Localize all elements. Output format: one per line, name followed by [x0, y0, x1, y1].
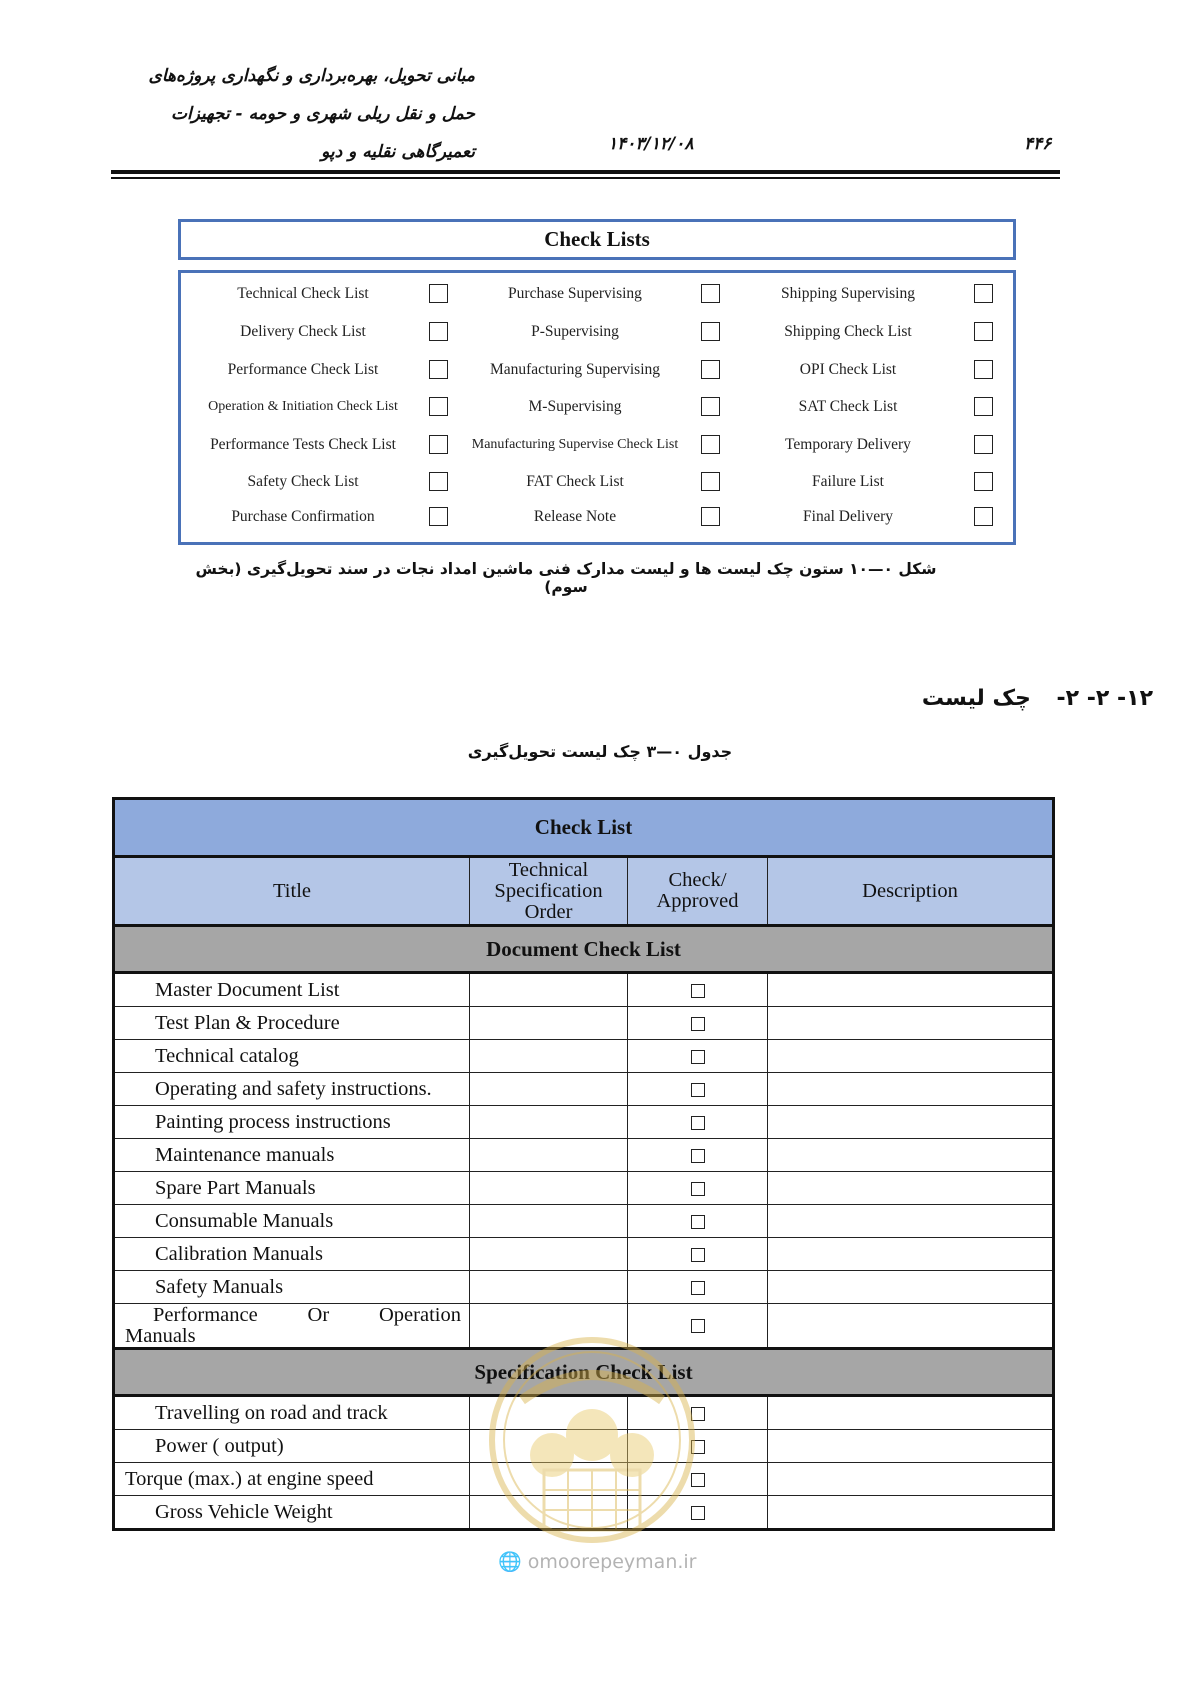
header-title-line-2: حمل و نقل ریلی شهری و حومه - تجهیزات — [170, 104, 475, 124]
checkbox[interactable] — [691, 1116, 705, 1130]
technical-spec-cell[interactable] — [470, 973, 628, 1007]
row-title: Master Document List — [114, 973, 470, 1007]
figure-checklist-item — [730, 281, 1000, 311]
figure-checklist-item — [457, 432, 727, 462]
check-approved-cell — [628, 1496, 768, 1530]
table-row — [114, 1073, 1054, 1106]
checkbox[interactable] — [429, 435, 448, 454]
section-row — [114, 1349, 1054, 1396]
check-approved-cell — [628, 1463, 768, 1496]
technical-spec-cell[interactable] — [470, 1172, 628, 1205]
section-heading — [922, 686, 1153, 711]
technical-spec-cell[interactable] — [470, 1271, 628, 1304]
section-title: Specification Check List — [114, 1349, 1054, 1396]
figure-checklist-item — [185, 432, 455, 462]
description-cell[interactable] — [768, 1073, 1054, 1106]
row-title — [114, 1304, 470, 1349]
description-cell[interactable] — [768, 1106, 1054, 1139]
description-cell[interactable] — [768, 1304, 1054, 1349]
checkbox[interactable] — [429, 472, 448, 491]
row-title: Torque (max.) at engine speed — [114, 1463, 470, 1496]
checkbox[interactable] — [701, 472, 720, 491]
figure-checklist-label: FAT Check List — [526, 473, 624, 490]
row-title: Spare Part Manuals — [114, 1172, 470, 1205]
table-row — [114, 1496, 1054, 1530]
row-title: Painting process instructions — [114, 1106, 470, 1139]
checkbox[interactable] — [429, 322, 448, 341]
figure-checklist-label: Manufacturing Supervise Check List — [471, 437, 679, 452]
check-approved-cell — [628, 973, 768, 1007]
figure-checklist-label: SAT Check List — [798, 398, 898, 415]
check-approved-cell — [628, 1073, 768, 1106]
figure-checklist-label: Performance Check List — [227, 361, 379, 378]
figure-checklist-item — [185, 319, 455, 349]
checkbox[interactable] — [691, 1149, 705, 1163]
check-approved-cell — [628, 1396, 768, 1430]
checkbox[interactable] — [701, 507, 720, 526]
technical-spec-cell[interactable] — [470, 1304, 628, 1349]
row-title: Consumable Manuals — [114, 1205, 470, 1238]
checkbox[interactable] — [691, 1215, 705, 1229]
section-title: چک لیست — [921, 686, 1031, 711]
description-cell[interactable] — [768, 1205, 1054, 1238]
checkbox[interactable] — [974, 507, 993, 526]
check-approved-cell — [628, 1430, 768, 1463]
checkbox[interactable] — [691, 1182, 705, 1196]
checkbox[interactable] — [701, 322, 720, 341]
checkbox[interactable] — [691, 1473, 705, 1487]
checkbox[interactable] — [701, 284, 720, 303]
checkbox[interactable] — [974, 322, 993, 341]
description-cell[interactable] — [768, 1172, 1054, 1205]
figure-checklist-label: Manufacturing Supervising — [489, 361, 661, 378]
checklist-table — [112, 797, 1055, 1531]
technical-spec-cell[interactable] — [470, 1007, 628, 1040]
checkbox[interactable] — [429, 507, 448, 526]
figure-checklist-label: Temporary Delivery — [785, 436, 911, 453]
row-title: Calibration Manuals — [114, 1238, 470, 1271]
header-title-line-3: تعمیرگاهی نقلیه و دپو — [321, 142, 475, 162]
column-header-description: Description — [768, 857, 1054, 926]
description-cell[interactable] — [768, 1396, 1054, 1430]
table-row — [114, 1463, 1054, 1496]
watermark-url-text: omoorepeyman.ir — [527, 1551, 697, 1573]
figure-checklist-item — [457, 357, 727, 387]
table-row — [114, 1106, 1054, 1139]
figure-checklist-label: Delivery Check List — [240, 323, 366, 340]
header-date: ۱۴۰۳/۱۲/۰۸ — [608, 134, 694, 154]
row-title: Maintenance manuals — [114, 1139, 470, 1172]
section-row — [114, 926, 1054, 973]
checkbox[interactable] — [701, 397, 720, 416]
checkbox[interactable] — [691, 1281, 705, 1295]
header-rule-thin — [111, 177, 1060, 179]
checkbox[interactable] — [974, 397, 993, 416]
checkbox[interactable] — [429, 360, 448, 379]
header-line: Approved — [656, 890, 739, 912]
figure-checklist-item — [185, 394, 455, 424]
technical-spec-cell[interactable] — [470, 1106, 628, 1139]
technical-spec-cell[interactable] — [470, 1040, 628, 1073]
technical-spec-cell[interactable] — [470, 1396, 628, 1430]
checkbox[interactable] — [691, 1050, 705, 1064]
figure-checklist-item — [185, 357, 455, 387]
figure-checklist-label: OPI Check List — [799, 361, 897, 378]
description-cell[interactable] — [768, 1271, 1054, 1304]
row-title: Safety Manuals — [114, 1271, 470, 1304]
table-row — [114, 1430, 1054, 1463]
figure-checklist-label: Final Delivery — [803, 508, 893, 525]
figure-checklist-label: Performance Tests Check List — [210, 436, 396, 453]
row-title: Travelling on road and track — [114, 1396, 470, 1430]
row-title: Test Plan & Procedure — [114, 1007, 470, 1040]
table-row — [114, 1139, 1054, 1172]
checkbox[interactable] — [974, 284, 993, 303]
checkbox[interactable] — [974, 472, 993, 491]
check-approved-cell — [628, 1106, 768, 1139]
description-cell[interactable] — [768, 973, 1054, 1007]
wrapped-title — [125, 1305, 469, 1347]
table-row — [114, 1304, 1054, 1349]
table-row — [114, 1396, 1054, 1430]
check-approved-cell — [628, 1007, 768, 1040]
technical-spec-cell[interactable] — [470, 1139, 628, 1172]
description-cell[interactable] — [768, 1040, 1054, 1073]
header-line: Technical — [508, 858, 589, 881]
checkbox[interactable] — [691, 1440, 705, 1454]
section-number: ۱۲- ۲- ۲- — [1056, 686, 1153, 711]
check-approved-cell — [628, 1172, 768, 1205]
technical-spec-cell[interactable] — [470, 1430, 628, 1463]
figure-checklist-item — [730, 504, 1000, 534]
table-row — [114, 973, 1054, 1007]
wrapped-title-line-2: Manuals — [125, 1324, 196, 1347]
column-header-technical-spec — [470, 857, 628, 926]
figure-checklist-item — [457, 469, 727, 499]
table-row — [114, 1238, 1054, 1271]
check-approved-cell — [628, 1040, 768, 1073]
checkbox[interactable] — [429, 284, 448, 303]
figure-checklist-item — [457, 504, 727, 534]
row-title: Power ( output) — [114, 1430, 470, 1463]
check-approved-cell — [628, 1304, 768, 1349]
wrapped-title-word: Performance — [153, 1303, 258, 1326]
table-row — [114, 1271, 1054, 1304]
technical-spec-cell[interactable] — [470, 1238, 628, 1271]
technical-spec-cell[interactable] — [470, 1463, 628, 1496]
checkbox[interactable] — [691, 1319, 705, 1333]
check-approved-cell — [628, 1271, 768, 1304]
table-title: Check List — [114, 799, 1054, 857]
figure-checklist-label: Release Note — [533, 508, 617, 525]
wrapped-title-word: Operation — [379, 1303, 461, 1326]
checkbox[interactable] — [429, 397, 448, 416]
figure-checklist-item — [185, 504, 455, 534]
header-line: Check/ — [668, 869, 727, 891]
figure-checklist-item — [730, 319, 1000, 349]
figure-checklist-item — [730, 469, 1000, 499]
row-title: Technical catalog — [114, 1040, 470, 1073]
check-approved-cell — [628, 1139, 768, 1172]
page-number: ۴۴۶ — [1024, 134, 1052, 154]
checkbox[interactable] — [691, 1083, 705, 1097]
check-approved-cell — [628, 1205, 768, 1238]
figure-checklist-label: Purchase Confirmation — [231, 508, 375, 525]
figure-title: Check Lists — [178, 219, 1016, 260]
figure-checklist-label: Operation & Initiation Check List — [208, 399, 398, 414]
figure-checklist-label: Technical Check List — [237, 285, 369, 302]
table-row — [114, 1205, 1054, 1238]
table-row — [114, 1172, 1054, 1205]
watermark-url: 🌐 omoorepeyman.ir — [498, 1551, 697, 1573]
table-row — [114, 1007, 1054, 1040]
checkbox[interactable] — [691, 1248, 705, 1262]
checkbox[interactable] — [691, 1506, 705, 1520]
technical-spec-cell[interactable] — [470, 1073, 628, 1106]
row-title: Operating and safety instructions. — [114, 1073, 470, 1106]
figure-checklist-label: Purchase Supervising — [508, 285, 642, 302]
description-cell[interactable] — [768, 1463, 1054, 1496]
figure-checklist-item — [730, 432, 1000, 462]
description-cell[interactable] — [768, 1430, 1054, 1463]
figure-checklist-label: Safety Check List — [247, 473, 359, 490]
column-header-check-approved — [628, 857, 768, 926]
table-row — [114, 1040, 1054, 1073]
checkbox[interactable] — [974, 435, 993, 454]
wrapped-title-line-1 — [125, 1305, 461, 1326]
section-title: Document Check List — [114, 926, 1054, 973]
technical-spec-cell[interactable] — [470, 1496, 628, 1530]
checkbox[interactable] — [691, 984, 705, 998]
header-line: Specification — [494, 879, 603, 902]
figure-checklist-item — [730, 394, 1000, 424]
table-caption: جدول ۰—۳ چک لیست تحویل‌گیری — [467, 742, 733, 761]
header-line: Order — [524, 900, 573, 923]
checkbox[interactable] — [691, 1017, 705, 1031]
figure-checklist-label: Failure List — [812, 473, 884, 490]
figure-checklist-item — [730, 357, 1000, 387]
checkbox[interactable] — [701, 360, 720, 379]
wrapped-title-word: Or — [307, 1303, 330, 1326]
technical-spec-cell[interactable] — [470, 1205, 628, 1238]
description-cell[interactable] — [768, 1139, 1054, 1172]
checkbox[interactable] — [701, 435, 720, 454]
column-header-title: Title — [114, 857, 470, 926]
checkbox[interactable] — [691, 1407, 705, 1421]
figure-checklist-item — [185, 281, 455, 311]
figure-checklist-item — [185, 469, 455, 499]
header-title-line-1: مبانی تحویل، بهره‌برداری و نگهداری پروژه‌های — [148, 66, 475, 86]
header-rule — [111, 170, 1060, 174]
check-approved-cell — [628, 1238, 768, 1271]
description-cell[interactable] — [768, 1007, 1054, 1040]
row-title: Gross Vehicle Weight — [114, 1496, 470, 1530]
figure-checklist-label: M-Supervising — [528, 398, 622, 415]
figure-checklist-item — [457, 319, 727, 349]
figure-checklist-item — [457, 281, 727, 311]
figure-caption: شکل ۰—۱۰ ستون چک لیست ها و لیست مدارک فنی ماشین امداد نجات در سند تحویل‌گیری (بخش سوم) — [195, 560, 937, 596]
checkbox[interactable] — [974, 360, 993, 379]
figure-checklist-label: Shipping Supervising — [781, 285, 915, 302]
figure-checklist-item — [457, 394, 727, 424]
figure-checklist-label: P-Supervising — [531, 323, 619, 340]
description-cell[interactable] — [768, 1496, 1054, 1530]
figure-checklist-label: Shipping Check List — [784, 323, 912, 340]
figure-checklist-grid — [178, 270, 1016, 545]
description-cell[interactable] — [768, 1238, 1054, 1271]
